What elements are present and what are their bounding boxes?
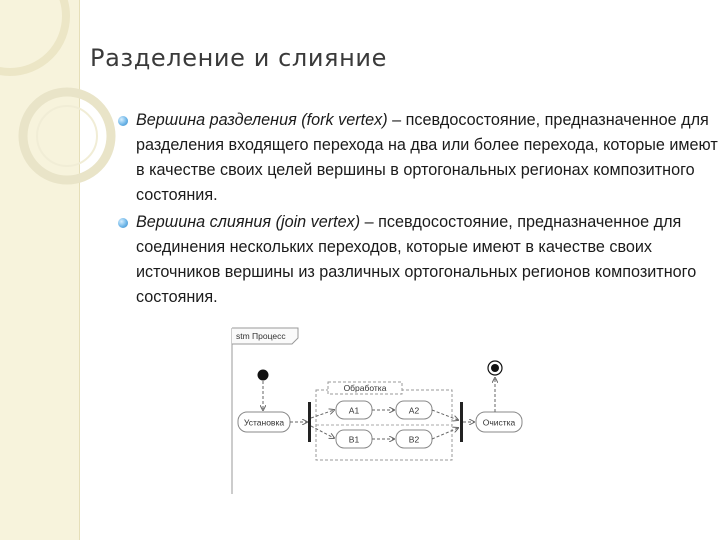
bullet-fork-vertex (118, 108, 718, 208)
bullet-term: Вершина слияния (join vertex) (136, 213, 361, 231)
initial-node (258, 370, 269, 381)
diagram-frame (232, 328, 298, 494)
composite-state (316, 382, 452, 460)
state-setup-label: Установка (243, 417, 285, 428)
composite-label: Обработка (343, 383, 387, 393)
bullet-list (118, 108, 718, 312)
state-cleanup (476, 412, 522, 432)
state-a1-label: A1 (348, 405, 360, 416)
diagram-frame-label: stm Процесс (236, 331, 286, 341)
fork-bar (308, 402, 311, 442)
state-b2 (396, 430, 432, 448)
bullet-text: – псевдосостояние, предназначенное для разделения входящего перехода на два или более перехода, которые имеют в качестве своих целей вершины в ортогональных регионах композитного состояния. (136, 111, 718, 204)
bullet-icon (118, 218, 128, 228)
state-machine-diagram (228, 326, 528, 496)
bullet-term: Вершина разделения (fork vertex) (136, 111, 388, 129)
final-node (488, 361, 502, 375)
slide-title: Разделение и слияние (90, 44, 387, 72)
state-b2-label: B2 (408, 434, 420, 445)
bullet-text: – псевдосостояние, предназначенное для соединения нескольких переходов, которые имеют в качестве своих источников вершины из различных ортогональных регионов композитного состояния. (136, 213, 697, 306)
state-b1-label: B1 (348, 434, 360, 445)
state-a2 (396, 401, 432, 419)
state-cleanup-label: Очистка (482, 417, 516, 428)
state-setup (238, 412, 290, 432)
state-a1 (336, 401, 372, 419)
join-bar (460, 402, 463, 442)
bullet-join-vertex (118, 210, 718, 310)
bullet-icon (118, 116, 128, 126)
state-a2-label: A2 (408, 405, 420, 416)
state-b1 (336, 430, 372, 448)
